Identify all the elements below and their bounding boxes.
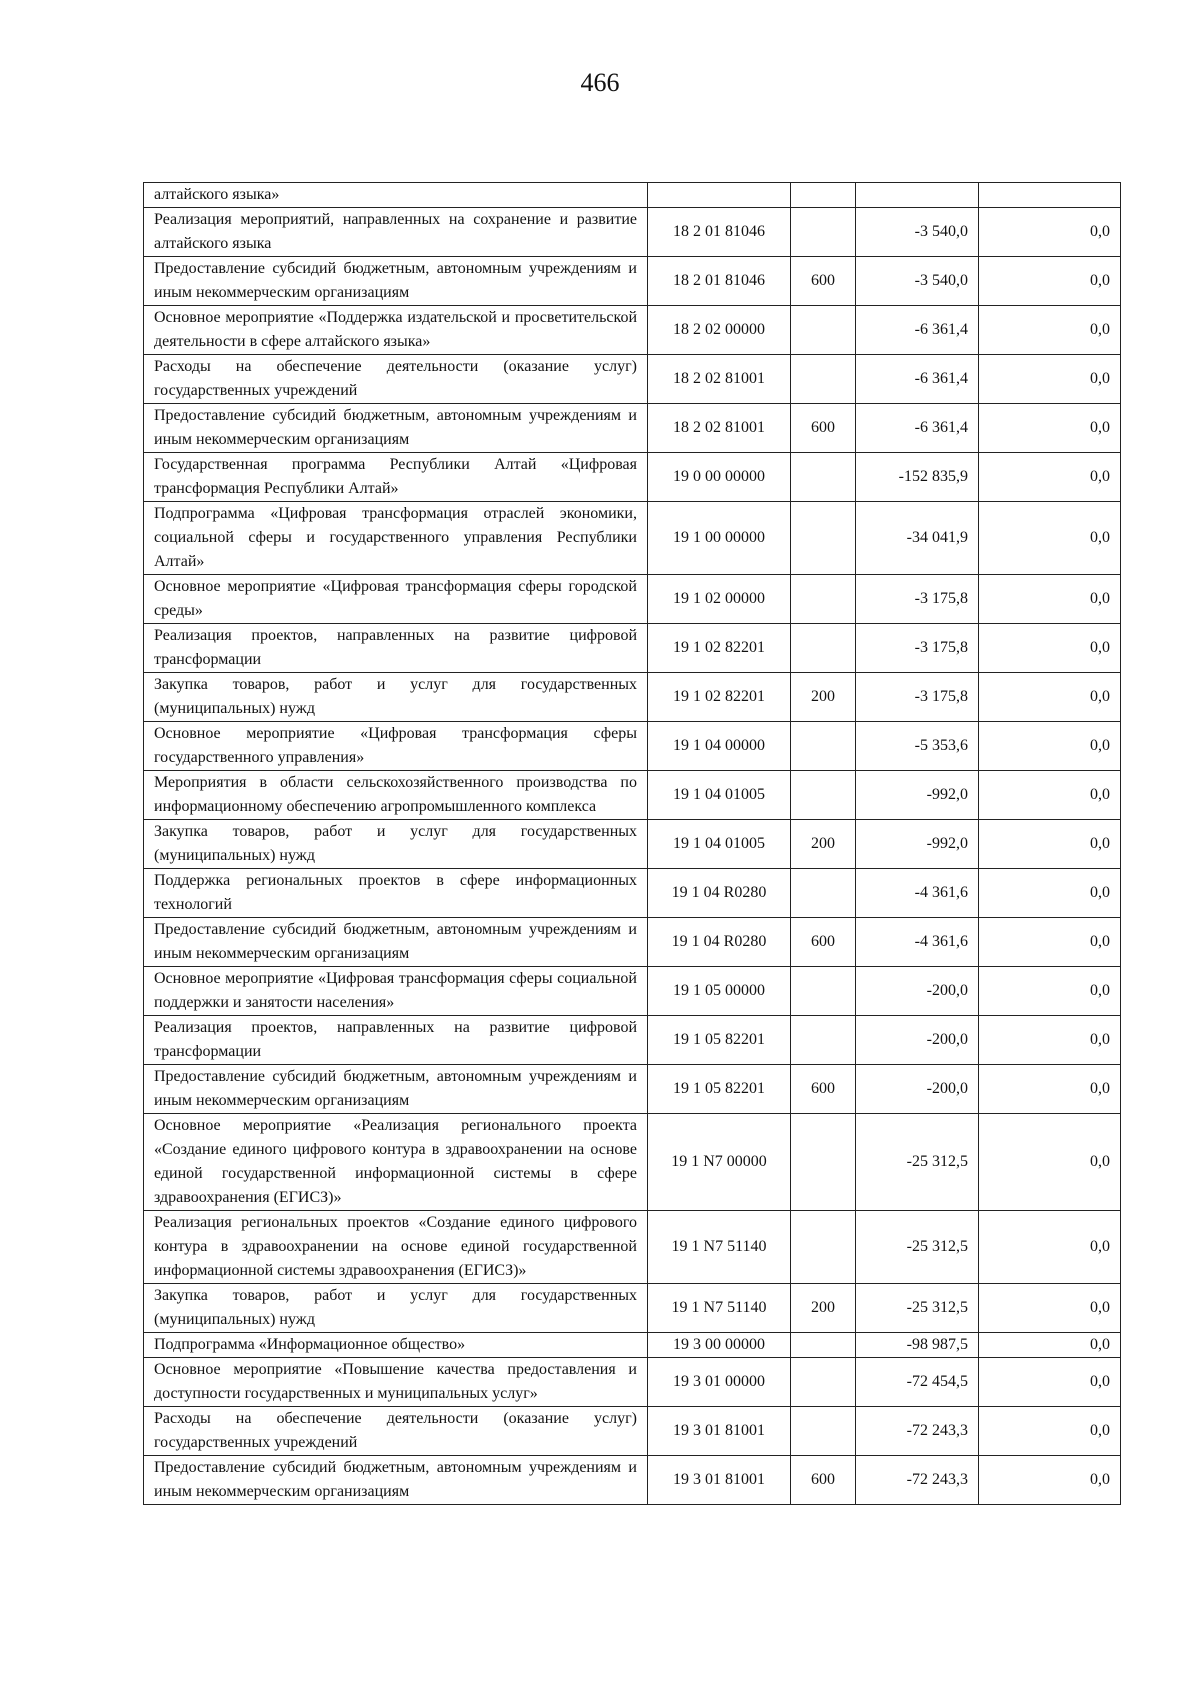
row-amount-cell: -34 041,9 xyxy=(856,502,979,575)
row-code-cell: 19 1 02 00000 xyxy=(648,575,791,624)
row-amount-cell: -3 175,8 xyxy=(856,624,979,673)
row-name-cell: Реализация проектов, направленных на развитие цифровой трансформации xyxy=(144,624,648,673)
table-row xyxy=(144,1016,1121,1065)
row-code-cell: 19 0 00 00000 xyxy=(648,453,791,502)
page-number: 466 xyxy=(580,68,620,97)
row-code-cell: 19 1 N7 51140 xyxy=(648,1211,791,1284)
row-amount-cell: -200,0 xyxy=(856,1065,979,1114)
row-amount-cell: -992,0 xyxy=(856,771,979,820)
row-amount-second-cell xyxy=(979,183,1121,208)
row-name-cell: Закупка товаров, работ и услуг для государственных (муниципальных) нужд xyxy=(144,1284,648,1333)
row-amount-second-cell: 0,0 xyxy=(979,1358,1121,1407)
row-name-cell: Закупка товаров, работ и услуг для государственных (муниципальных) нужд xyxy=(144,820,648,869)
row-amount-cell: -25 312,5 xyxy=(856,1211,979,1284)
table-row xyxy=(144,404,1121,453)
row-code-cell: 18 2 01 81046 xyxy=(648,257,791,306)
row-code-cell: 19 1 05 82201 xyxy=(648,1016,791,1065)
row-code-cell: 19 1 04 00000 xyxy=(648,722,791,771)
row-expense-type-cell xyxy=(791,624,856,673)
row-name-cell: Государственная программа Республики Алтай «Цифровая трансформация Республики Алтай» xyxy=(144,453,648,502)
row-name-cell: Основное мероприятие «Цифровая трансформация сферы социальной поддержки и занятости населения» xyxy=(144,967,648,1016)
row-name-cell: Предоставление субсидий бюджетным, автономным учреждениям и иным некоммерческим организациям xyxy=(144,1065,648,1114)
row-amount-second-cell: 0,0 xyxy=(979,722,1121,771)
row-expense-type-cell xyxy=(791,1211,856,1284)
row-name-cell: Закупка товаров, работ и услуг для государственных (муниципальных) нужд xyxy=(144,673,648,722)
row-name-cell: алтайского языка» xyxy=(144,183,648,208)
table-row xyxy=(144,722,1121,771)
table-row xyxy=(144,306,1121,355)
row-name-cell: Реализация проектов, направленных на развитие цифровой трансформации xyxy=(144,1016,648,1065)
table-row xyxy=(144,502,1121,575)
row-expense-type-cell: 600 xyxy=(791,257,856,306)
row-amount-second-cell: 0,0 xyxy=(979,869,1121,918)
row-code-cell: 19 3 01 81001 xyxy=(648,1407,791,1456)
row-expense-type-cell xyxy=(791,575,856,624)
row-expense-type-cell: 600 xyxy=(791,918,856,967)
row-amount-second-cell: 0,0 xyxy=(979,1456,1121,1505)
row-amount-cell: -6 361,4 xyxy=(856,355,979,404)
row-amount-cell: -3 540,0 xyxy=(856,257,979,306)
row-expense-type-cell xyxy=(791,1016,856,1065)
row-amount-second-cell: 0,0 xyxy=(979,771,1121,820)
table-row xyxy=(144,1333,1121,1358)
row-amount-second-cell: 0,0 xyxy=(979,208,1121,257)
row-code-cell: 19 3 00 00000 xyxy=(648,1333,791,1358)
table-row xyxy=(144,1211,1121,1284)
row-code-cell: 19 1 00 00000 xyxy=(648,502,791,575)
table-row xyxy=(144,575,1121,624)
table-row xyxy=(144,355,1121,404)
row-code-cell: 19 1 N7 00000 xyxy=(648,1114,791,1211)
row-amount-cell: -6 361,4 xyxy=(856,404,979,453)
row-name-cell: Подпрограмма «Цифровая трансформация отраслей экономики, социальной сферы и государственного управления Республики Алтай» xyxy=(144,502,648,575)
row-amount-second-cell: 0,0 xyxy=(979,1284,1121,1333)
row-expense-type-cell: 600 xyxy=(791,404,856,453)
row-code-cell: 18 2 02 81001 xyxy=(648,355,791,404)
row-code-cell: 18 2 01 81046 xyxy=(648,208,791,257)
row-amount-cell xyxy=(856,183,979,208)
row-amount-second-cell: 0,0 xyxy=(979,575,1121,624)
row-amount-second-cell: 0,0 xyxy=(979,1333,1121,1358)
budget-table-body xyxy=(144,183,1121,1505)
table-row xyxy=(144,820,1121,869)
table-row xyxy=(144,869,1121,918)
table-row xyxy=(144,624,1121,673)
row-name-cell: Основное мероприятие «Поддержка издательской и просветительской деятельности в сфере алтайского языка» xyxy=(144,306,648,355)
row-amount-cell: -72 454,5 xyxy=(856,1358,979,1407)
row-expense-type-cell xyxy=(791,722,856,771)
row-amount-cell: -992,0 xyxy=(856,820,979,869)
table-row xyxy=(144,1407,1121,1456)
row-code-cell: 18 2 02 81001 xyxy=(648,404,791,453)
table-row xyxy=(144,1284,1121,1333)
row-amount-cell: -152 835,9 xyxy=(856,453,979,502)
table-row xyxy=(144,918,1121,967)
row-name-cell: Основное мероприятие «Цифровая трансформация сферы городской среды» xyxy=(144,575,648,624)
table-row xyxy=(144,257,1121,306)
row-amount-second-cell: 0,0 xyxy=(979,820,1121,869)
row-code-cell: 19 3 01 81001 xyxy=(648,1456,791,1505)
row-name-cell: Мероприятия в области сельскохозяйственного производства по информационному обеспечению агропромышленного комплекса xyxy=(144,771,648,820)
row-amount-second-cell: 0,0 xyxy=(979,624,1121,673)
table-row xyxy=(144,1456,1121,1505)
row-amount-cell: -3 175,8 xyxy=(856,673,979,722)
table-row xyxy=(144,183,1121,208)
row-code-cell: 19 1 04 R0280 xyxy=(648,869,791,918)
table-row xyxy=(144,673,1121,722)
row-amount-cell: -4 361,6 xyxy=(856,918,979,967)
row-amount-second-cell: 0,0 xyxy=(979,453,1121,502)
row-expense-type-cell xyxy=(791,355,856,404)
row-code-cell: 19 1 02 82201 xyxy=(648,673,791,722)
row-name-cell: Предоставление субсидий бюджетным, автономным учреждениям и иным некоммерческим организациям xyxy=(144,404,648,453)
row-expense-type-cell xyxy=(791,502,856,575)
row-expense-type-cell xyxy=(791,1333,856,1358)
row-amount-second-cell: 0,0 xyxy=(979,1407,1121,1456)
row-amount-cell: -6 361,4 xyxy=(856,306,979,355)
row-expense-type-cell xyxy=(791,453,856,502)
row-expense-type-cell xyxy=(791,967,856,1016)
table-row xyxy=(144,208,1121,257)
row-name-cell: Реализация региональных проектов «Создание единого цифрового контура в здравоохранении на основе единой государственной информационной системы здравоохранения (ЕГИСЗ)» xyxy=(144,1211,648,1284)
row-expense-type-cell: 200 xyxy=(791,1284,856,1333)
row-code-cell: 19 1 04 R0280 xyxy=(648,918,791,967)
row-code-cell: 19 1 02 82201 xyxy=(648,624,791,673)
row-expense-type-cell xyxy=(791,1114,856,1211)
row-amount-second-cell: 0,0 xyxy=(979,502,1121,575)
row-amount-cell: -3 175,8 xyxy=(856,575,979,624)
row-name-cell: Расходы на обеспечение деятельности (оказание услуг) государственных учреждений xyxy=(144,355,648,404)
row-expense-type-cell xyxy=(791,1407,856,1456)
row-code-cell: 19 1 04 01005 xyxy=(648,771,791,820)
row-expense-type-cell xyxy=(791,1358,856,1407)
row-name-cell: Расходы на обеспечение деятельности (оказание услуг) государственных учреждений xyxy=(144,1407,648,1456)
row-amount-second-cell: 0,0 xyxy=(979,306,1121,355)
row-expense-type-cell: 200 xyxy=(791,673,856,722)
row-name-cell: Подпрограмма «Информационное общество» xyxy=(144,1333,648,1358)
row-expense-type-cell xyxy=(791,208,856,257)
row-name-cell: Основное мероприятие «Реализация регионального проекта «Создание единого цифрового контура в здравоохранении на основе единой государственной информационной системы в сфере здравоохранения (ЕГИСЗ)» xyxy=(144,1114,648,1211)
row-amount-second-cell: 0,0 xyxy=(979,967,1121,1016)
row-amount-cell: -200,0 xyxy=(856,967,979,1016)
row-code-cell: 18 2 02 00000 xyxy=(648,306,791,355)
row-name-cell: Предоставление субсидий бюджетным, автономным учреждениям и иным некоммерческим организациям xyxy=(144,918,648,967)
row-amount-cell: -72 243,3 xyxy=(856,1407,979,1456)
row-expense-type-cell xyxy=(791,183,856,208)
row-expense-type-cell: 600 xyxy=(791,1456,856,1505)
row-code-cell: 19 1 05 00000 xyxy=(648,967,791,1016)
row-name-cell: Реализация мероприятий, направленных на сохранение и развитие алтайского языка xyxy=(144,208,648,257)
row-expense-type-cell xyxy=(791,306,856,355)
row-amount-second-cell: 0,0 xyxy=(979,1114,1121,1211)
row-expense-type-cell xyxy=(791,869,856,918)
row-amount-cell: -98 987,5 xyxy=(856,1333,979,1358)
row-amount-second-cell: 0,0 xyxy=(979,404,1121,453)
row-amount-cell: -25 312,5 xyxy=(856,1284,979,1333)
budget-table xyxy=(143,182,1121,1505)
row-name-cell: Основное мероприятие «Повышение качества предоставления и доступности государственных и муниципальных услуг» xyxy=(144,1358,648,1407)
row-code-cell: 19 1 05 82201 xyxy=(648,1065,791,1114)
row-name-cell: Предоставление субсидий бюджетным, автономным учреждениям и иным некоммерческим организациям xyxy=(144,257,648,306)
table-row xyxy=(144,1358,1121,1407)
row-amount-second-cell: 0,0 xyxy=(979,918,1121,967)
row-name-cell: Основное мероприятие «Цифровая трансформация сферы государственного управления» xyxy=(144,722,648,771)
row-code-cell: 19 1 N7 51140 xyxy=(648,1284,791,1333)
row-expense-type-cell: 600 xyxy=(791,1065,856,1114)
row-amount-second-cell: 0,0 xyxy=(979,1016,1121,1065)
row-amount-cell: -72 243,3 xyxy=(856,1456,979,1505)
row-code-cell xyxy=(648,183,791,208)
row-amount-second-cell: 0,0 xyxy=(979,1211,1121,1284)
row-expense-type-cell: 200 xyxy=(791,820,856,869)
row-amount-cell: -5 353,6 xyxy=(856,722,979,771)
row-code-cell: 19 1 04 01005 xyxy=(648,820,791,869)
row-amount-second-cell: 0,0 xyxy=(979,673,1121,722)
row-expense-type-cell xyxy=(791,771,856,820)
row-amount-cell: -200,0 xyxy=(856,1016,979,1065)
row-amount-cell: -25 312,5 xyxy=(856,1114,979,1211)
row-name-cell: Предоставление субсидий бюджетным, автономным учреждениям и иным некоммерческим организациям xyxy=(144,1456,648,1505)
row-code-cell: 19 3 01 00000 xyxy=(648,1358,791,1407)
row-amount-second-cell: 0,0 xyxy=(979,1065,1121,1114)
table-row xyxy=(144,453,1121,502)
table-row xyxy=(144,771,1121,820)
table-row xyxy=(144,1065,1121,1114)
table-row xyxy=(144,967,1121,1016)
row-amount-cell: -3 540,0 xyxy=(856,208,979,257)
row-amount-second-cell: 0,0 xyxy=(979,257,1121,306)
row-amount-second-cell: 0,0 xyxy=(979,355,1121,404)
row-name-cell: Поддержка региональных проектов в сфере информационных технологий xyxy=(144,869,648,918)
row-amount-cell: -4 361,6 xyxy=(856,869,979,918)
table-row xyxy=(144,1114,1121,1211)
